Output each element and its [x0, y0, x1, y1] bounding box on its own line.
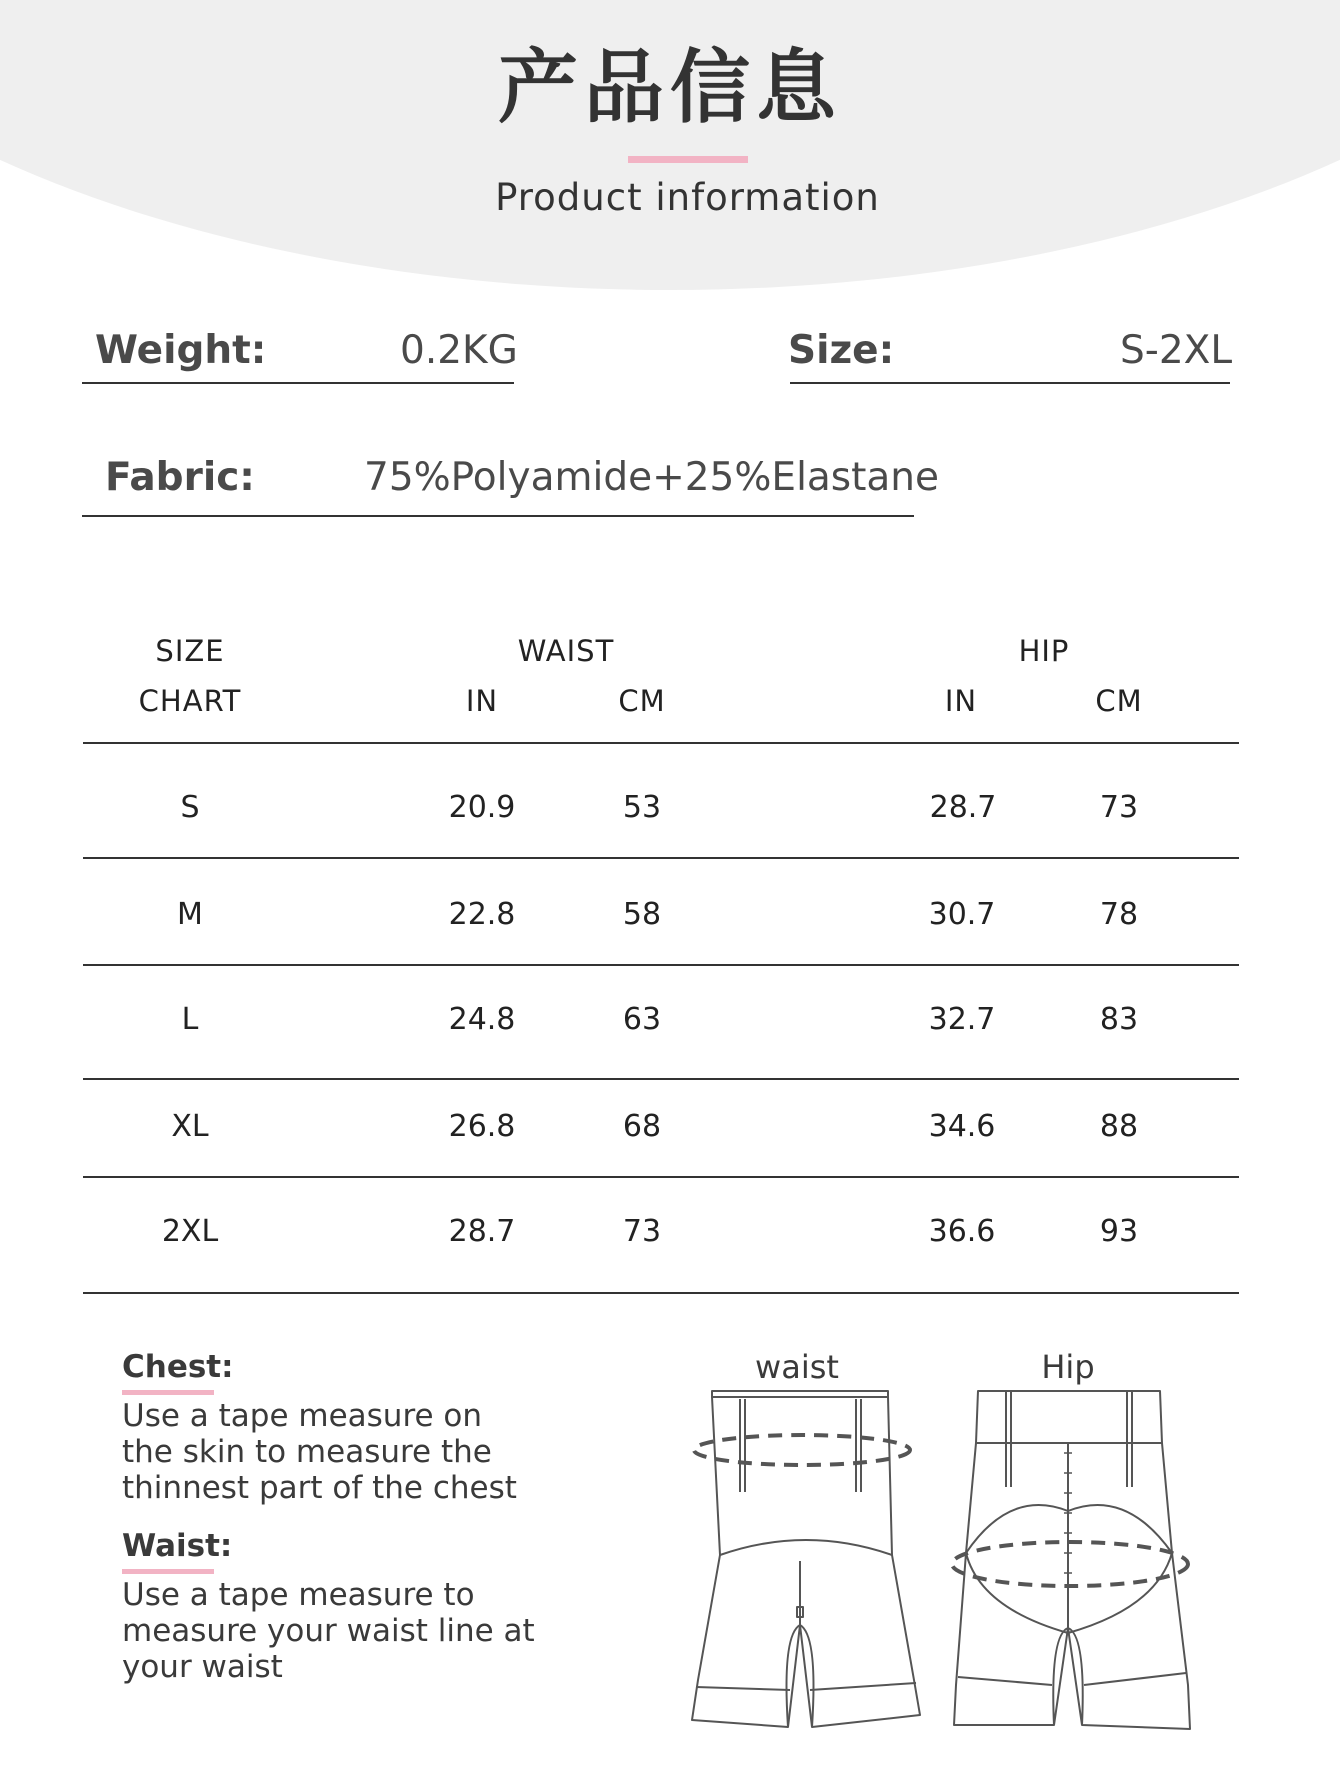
- table-cell-hip-in: 30.7: [928, 897, 996, 932]
- back-shorts-diagram: [940, 1383, 1200, 1740]
- table-cell-waist-in: 22.8: [448, 897, 516, 932]
- header-size: SIZE: [155, 634, 225, 668]
- front-diagram-caption: waist: [755, 1348, 839, 1386]
- weight-underline: [82, 382, 514, 384]
- chest-note-text: Use a tape measure on the skin to measure the thinnest part of the chest: [122, 1398, 517, 1506]
- table-cell-waist-cm: 73: [622, 1214, 662, 1249]
- table-cell-waist-in: 26.8: [448, 1109, 516, 1144]
- weight-label: Weight:: [95, 328, 267, 373]
- header-waist-cm: CM: [618, 684, 666, 718]
- front-hem-left: [696, 1687, 790, 1690]
- weight-value: 0.2KG: [400, 328, 518, 373]
- header-hip-cm: CM: [1095, 684, 1143, 718]
- title-accent-bar: [628, 156, 748, 163]
- table-cell-waist-cm: 58: [622, 897, 662, 932]
- fabric-underline: [82, 515, 914, 517]
- front-shorts-diagram: [670, 1385, 930, 1740]
- front-body-outline: [692, 1397, 920, 1727]
- waist-note-label: Waist:: [122, 1528, 233, 1564]
- fabric-label: Fabric:: [105, 455, 255, 500]
- chest-note-label: Chest:: [122, 1349, 234, 1385]
- table-cell-waist-in: 20.9: [448, 790, 516, 825]
- table-cell-hip-cm: 93: [1099, 1214, 1139, 1249]
- table-cell-hip-cm: 78: [1099, 897, 1139, 932]
- waist-note-underline: [122, 1569, 214, 1574]
- table-cell-hip-in: 32.7: [928, 1002, 996, 1037]
- back-waistband: [976, 1391, 1162, 1443]
- table-row-divider: [83, 1078, 1239, 1080]
- hip-measure-line: [952, 1542, 1188, 1586]
- header-waist: WAIST: [517, 634, 615, 668]
- table-cell-hip-in: 36.6: [928, 1214, 996, 1249]
- table-cell-size: M: [177, 897, 203, 932]
- header-waist-in: IN: [465, 684, 499, 718]
- table-header-divider: [83, 742, 1239, 744]
- table-cell-size: XL: [171, 1109, 209, 1144]
- table-cell-size: L: [181, 1002, 199, 1037]
- table-cell-hip-in: 28.7: [929, 790, 997, 825]
- header-hip-in: IN: [944, 684, 978, 718]
- front-hem-right: [810, 1683, 916, 1690]
- table-cell-waist-in: 28.7: [448, 1214, 516, 1249]
- size-label: Size:: [788, 328, 895, 373]
- size-value: S-2XL: [1120, 328, 1233, 373]
- table-bottom-line: [83, 1292, 1239, 1294]
- chest-note-underline: [122, 1390, 214, 1395]
- table-cell-waist-in: 24.8: [448, 1002, 516, 1037]
- table-cell-waist-cm: 53: [622, 790, 662, 825]
- size-underline: [790, 382, 1230, 384]
- table-cell-hip-cm: 88: [1099, 1109, 1139, 1144]
- table-cell-hip-cm: 83: [1099, 1002, 1139, 1037]
- waist-measure-line: [694, 1435, 910, 1465]
- table-cell-hip-in: 34.6: [928, 1109, 996, 1144]
- front-waistband-top: [712, 1391, 888, 1397]
- fabric-value: 75%Polyamide+25%Elastane: [364, 455, 940, 500]
- header-hip: HIP: [1018, 634, 1070, 668]
- table-row-divider: [83, 1176, 1239, 1178]
- table-cell-size: 2XL: [161, 1214, 219, 1249]
- table-cell-waist-cm: 63: [622, 1002, 662, 1037]
- table-cell-hip-cm: 73: [1099, 790, 1139, 825]
- header-chart: CHART: [138, 684, 242, 718]
- back-diagram-caption: Hip: [1041, 1348, 1095, 1386]
- page-title: 产品信息: [498, 41, 842, 134]
- table-row-divider: [83, 857, 1239, 859]
- waist-note-text: Use a tape measure to measure your waist line at your waist: [122, 1577, 535, 1685]
- back-hem-left: [958, 1677, 1052, 1685]
- page-subtitle: Product information: [495, 176, 880, 219]
- table-cell-size: S: [180, 790, 200, 825]
- table-cell-waist-cm: 68: [622, 1109, 662, 1144]
- front-belly-curve: [720, 1540, 892, 1555]
- back-hem-right: [1084, 1673, 1186, 1685]
- table-row-divider: [83, 964, 1239, 966]
